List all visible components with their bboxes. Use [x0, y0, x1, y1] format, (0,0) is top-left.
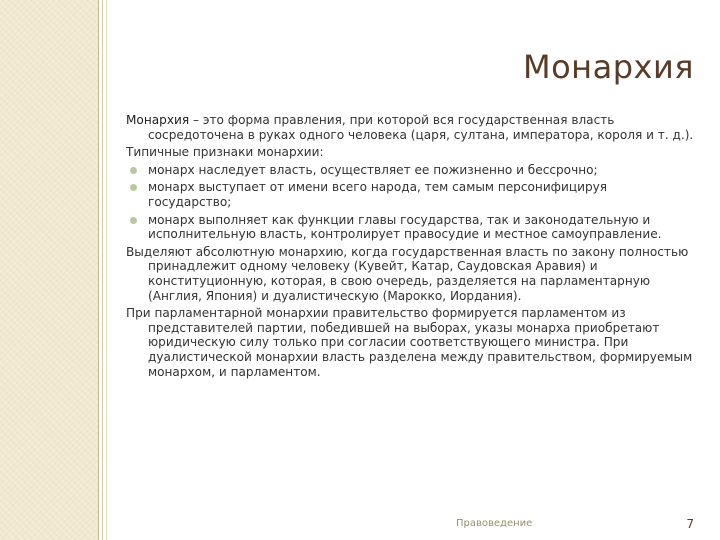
bullet-text: монарх наследует власть, осуществляет ее пожизненно и бессрочно; [148, 162, 598, 177]
monarchy-types-paragraph: Выделяют абсолютную монархию, когда государственная власть по закону полностью принадлежит одному человеку (Кувейт, Катар, Саудовская Аравия) и конституционную, которая, в свою очередь, разделяется на парламентарную (Англия, Япония) и дуалистическую (Марокко, Иордания). [126, 244, 689, 303]
band-divider-line [102, 0, 103, 540]
definition-text: – это форма правления, при которой вся государственная власть сосредоточена в руках одного человека (царя, султана, императора, короля и т. д.). [148, 113, 694, 142]
definition-paragraph [126, 113, 694, 142]
slide-title: Монархия [522, 48, 694, 86]
footer-subject: Правоведение [456, 518, 533, 529]
bullet-text: монарх выступает от имени всего народа, тем самым персонифицируя государство; [148, 180, 608, 209]
bullet-item [126, 180, 694, 209]
bullet-dot-icon [130, 167, 137, 174]
band-divider-line [106, 0, 107, 540]
features-heading: Типичные признаки монархии: [126, 145, 324, 160]
decorative-side-band [0, 0, 98, 540]
bullet-dot-icon [130, 217, 137, 224]
bullet-text: монарх выполняет как функции главы государства, так и законодательную и исполнительную власть, контролирует правосудие и местное самоуправление. [148, 212, 662, 242]
definition-term: Монархия [126, 113, 190, 127]
band-divider-line [98, 0, 99, 540]
bullet-item [126, 163, 694, 178]
page-number: 7 [686, 517, 694, 531]
slide-body [126, 113, 694, 382]
bullet-item [126, 213, 694, 242]
bullet-dot-icon [130, 184, 137, 191]
parliamentary-monarchy-paragraph: При парламентарной монархии правительство формируется парламентом из представителей партии, победившей на выборах, указы монарха приобретают юридическую силу только при согласии соответствующего министра. При дуалистической монархии власть разделена между правительством, формируемым монархом, и парламентом. [126, 306, 693, 379]
